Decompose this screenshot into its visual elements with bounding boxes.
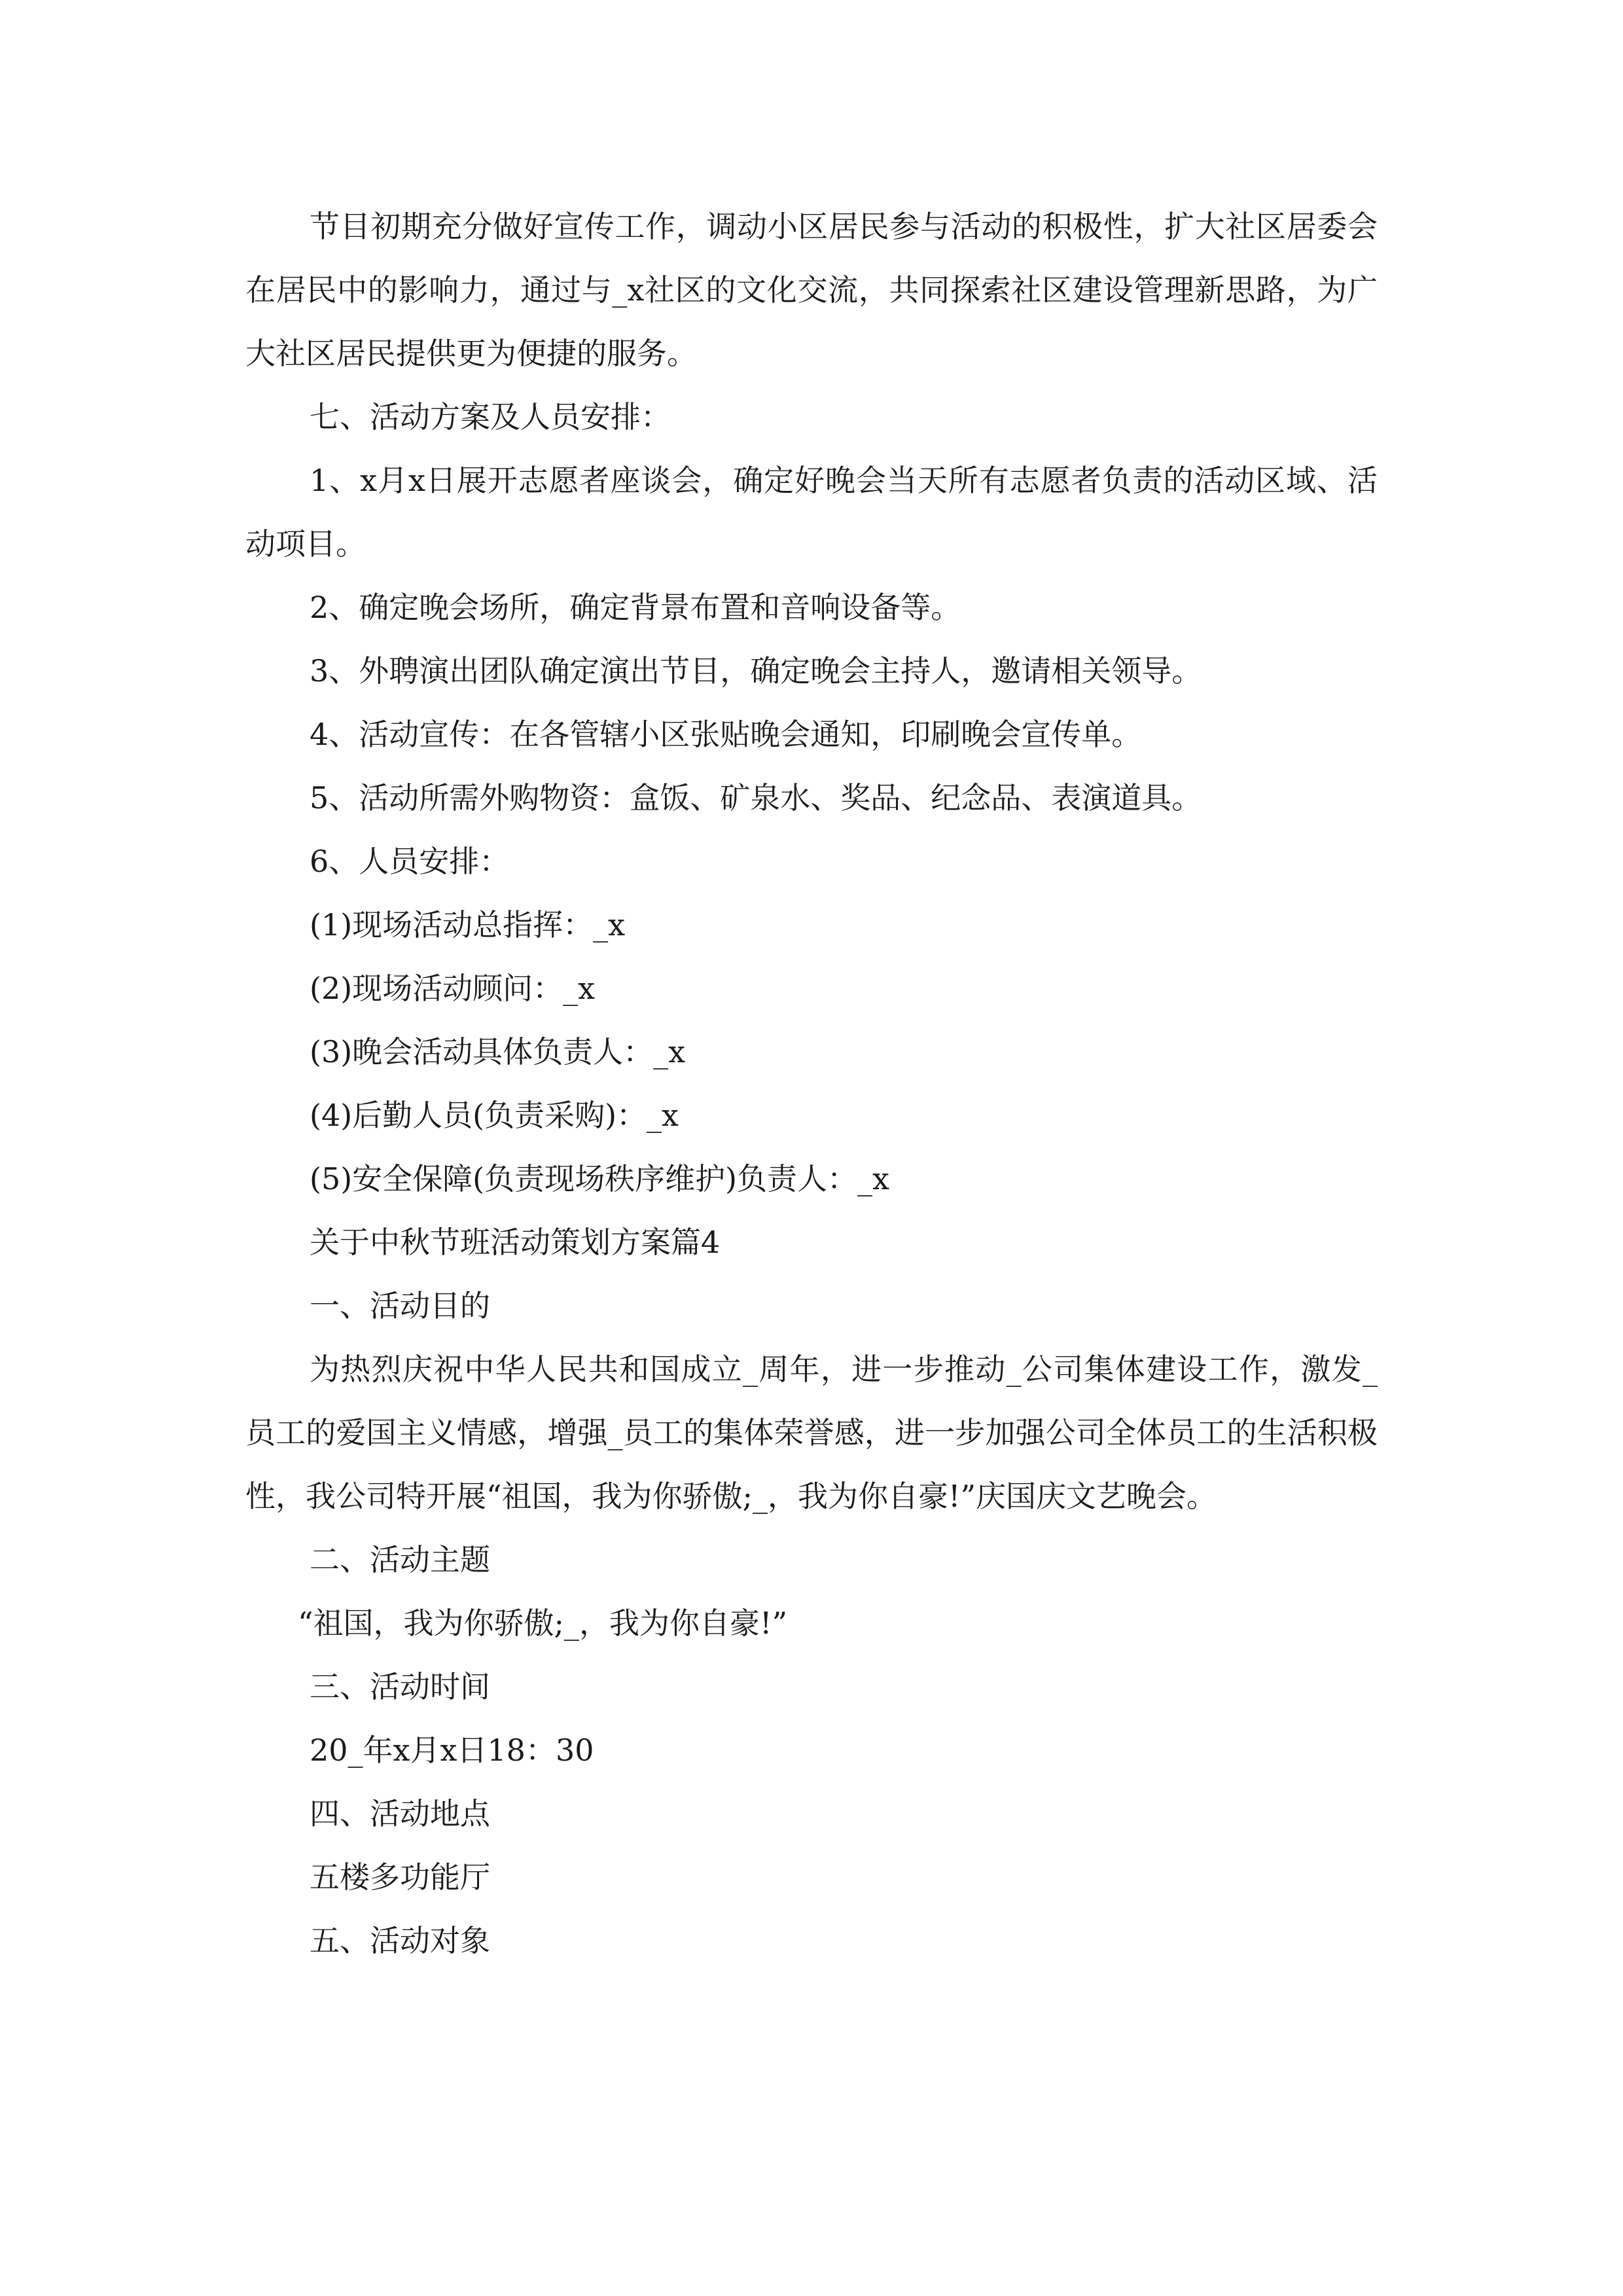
time-text: 20_年x月x日18：30 [310,1732,594,1768]
staff-item-2: (2)现场活动顾问：_x [310,971,596,1006]
article-title: 关于中秋节班活动策划方案篇4 [310,1225,721,1260]
list-item-1: 1、x月x日展开志愿者座谈会，确定好晚会当天所有志愿者负责的活动区域、活动项目。 [245,463,1378,562]
section-heading-4: 四、活动地点 [310,1796,490,1831]
list-item-4: 4、活动宣传：在各管辖小区张贴晚会通知，印刷晚会宣传单。 [310,717,1142,752]
staff-item-4: (4)后勤人员(负责采购)：_x [310,1098,679,1133]
section-heading-1: 一、活动目的 [310,1288,490,1323]
paragraph-purpose: 为热烈庆祝中华人民共和国成立_周年，进一步推动_公司集体建设工作，激发_员工的爱国主义情感，增强_员工的集体荣誉感，进一步加强公司全体员工的生活积极性，我公司特开展“祖国，我为你骄傲;_，我为你自豪!”庆国庆文艺晚会。 [245,1352,1378,1514]
list-item-2: 2、确定晚会场所，确定背景布置和音响设备等。 [310,590,961,625]
section-heading-5: 五、活动对象 [310,1923,490,1958]
location-text: 五楼多功能厅 [310,1859,490,1895]
section-heading-7: 七、活动方案及人员安排： [310,399,671,435]
document-body [245,195,1378,1973]
section-heading-2: 二、活动主题 [310,1542,490,1577]
list-item-5: 5、活动所需外购物资：盒饭、矿泉水、奖品、纪念品、表演道具。 [310,780,1202,816]
staff-item-3: (3)晚会活动具体负责人：_x [310,1034,686,1069]
list-item-3: 3、外聘演出团队确定演出节目，确定晚会主持人，邀请相关领导。 [310,653,1202,689]
staff-item-1: (1)现场活动总指挥：_x [310,907,626,942]
list-item-6: 6、人员安排： [310,844,510,879]
section-heading-3: 三、活动时间 [310,1669,490,1704]
theme-text: “祖国，我为你骄傲;_，我为你自豪!” [298,1605,788,1641]
paragraph-intro: 节目初期充分做好宣传工作，调动小区居民参与活动的积极性，扩大社区居委会在居民中的影响力，通过与_x社区的文化交流，共同探索社区建设管理新思路，为广大社区居民提供更为便捷的服务。 [245,209,1378,371]
staff-item-5: (5)安全保障(负责现场秩序维护)负责人：_x [310,1161,889,1196]
